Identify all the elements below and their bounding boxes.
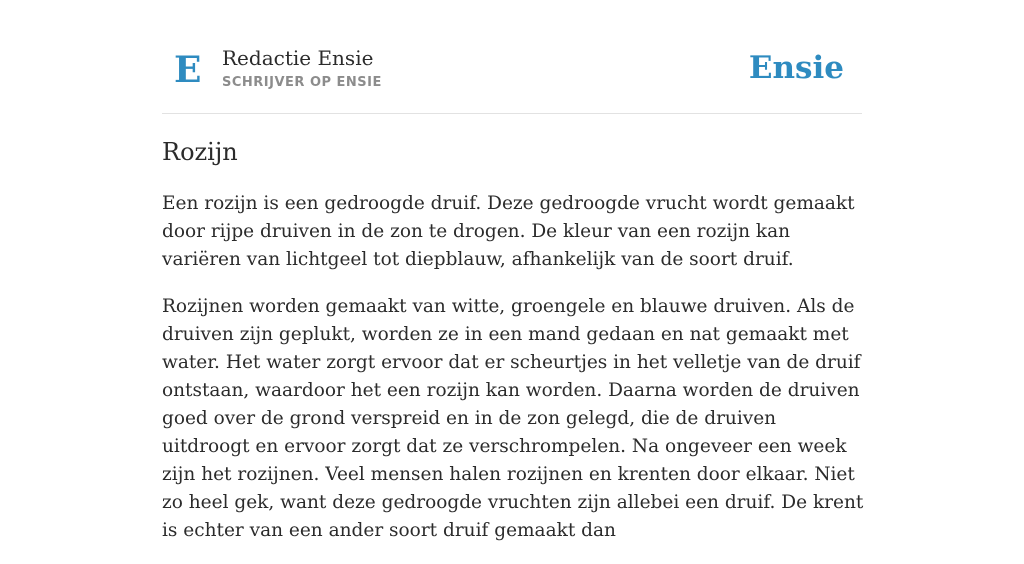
article-paragraph: Rozijnen worden gemaakt van witte, groengele en blauwe druiven. Als de druiven zijn geplukt, worden ze in een mand gedaan en nat gemaakt met water. Het water zorgt ervoor dat er scheurtjes in het velletje van de druif ontstaan, waardoor het een rozijn kan worden. Daarna worden de druiven goed over de grond verspreid en in de zon gelegd, die de druiven uitdroogt en ervoor zorgt dat ze verschrompelen. Na ongeveer een week zijn het rozijnen. Veel mensen halen rozijnen en krenten door elkaar. Niet zo heel gek, want deze gedroogde vruchten zijn allebei een druif. De krent is echter van een ander soort druif gemaakt dan xyxy=(162,296,864,541)
article-body xyxy=(162,190,866,564)
author-avatar[interactable]: E xyxy=(174,49,202,91)
article-paragraph: Een rozijn is een gedroogde druif. Deze gedroogde vrucht wordt gemaakt door rijpe druiven in de zon te drogen. De kleur van een rozijn kan variëren van lichtgeel tot diepblauw, afhankelijk van de soort druif. xyxy=(162,193,855,270)
author-header xyxy=(162,40,862,114)
article-title: Rozijn xyxy=(162,138,238,166)
author-role: SCHRIJVER OP ENSIE xyxy=(222,75,382,90)
brand-logo[interactable]: Ensie xyxy=(748,50,844,86)
author-name[interactable]: Redactie Ensie xyxy=(222,46,374,70)
